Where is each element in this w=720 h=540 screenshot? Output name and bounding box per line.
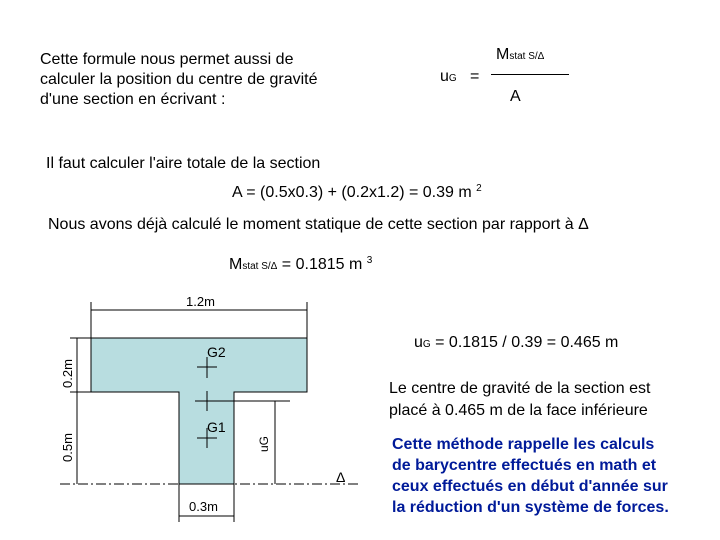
moment-sentence: Nous avons déjà calculé le moment statique de cette section par rapport à Δ [48, 216, 589, 233]
result-equation: uG = 0.1815 / 0.39 = 0.465 m [414, 334, 619, 351]
conclusion-text: Le centre de gravité de la section est placé à 0.465 m de la face inférieure [389, 380, 651, 419]
ug-label: uG [257, 435, 271, 452]
step-area-label: Il faut calculer l'aire totale de la section [46, 155, 321, 172]
delta-label: Δ [336, 469, 346, 485]
g2-label: G2 [207, 344, 226, 360]
g1-label: G1 [207, 419, 226, 435]
remark-text: Cette méthode rappelle les calculs de barycentre effectués en math et ceux effectués en début d'année sur la réduction d'un système de forces. [392, 436, 669, 516]
formula-denominator: A [510, 88, 521, 105]
formula-numerator: Mstat S/Δ [496, 46, 545, 63]
area-equation: A = (0.5x0.3) + (0.2x1.2) = 0.39 m $^2$ [232, 183, 482, 201]
dim-top-label: 1.2m [186, 294, 215, 309]
dim-flange-label: 0.2m [60, 359, 75, 388]
dim-web-label: 0.5m [60, 433, 75, 462]
intro-text: Cette formule nous permet aussi de calculer la position du centre de gravité d'une section en écrivant : [40, 51, 318, 108]
formula-lhs: uG [440, 68, 457, 85]
moment-equation: Mstat S/Δ = 0.1815 m $^3$ [229, 255, 373, 273]
formula-equals: = [470, 68, 480, 85]
dim-bottom-label: 0.3m [189, 499, 218, 514]
